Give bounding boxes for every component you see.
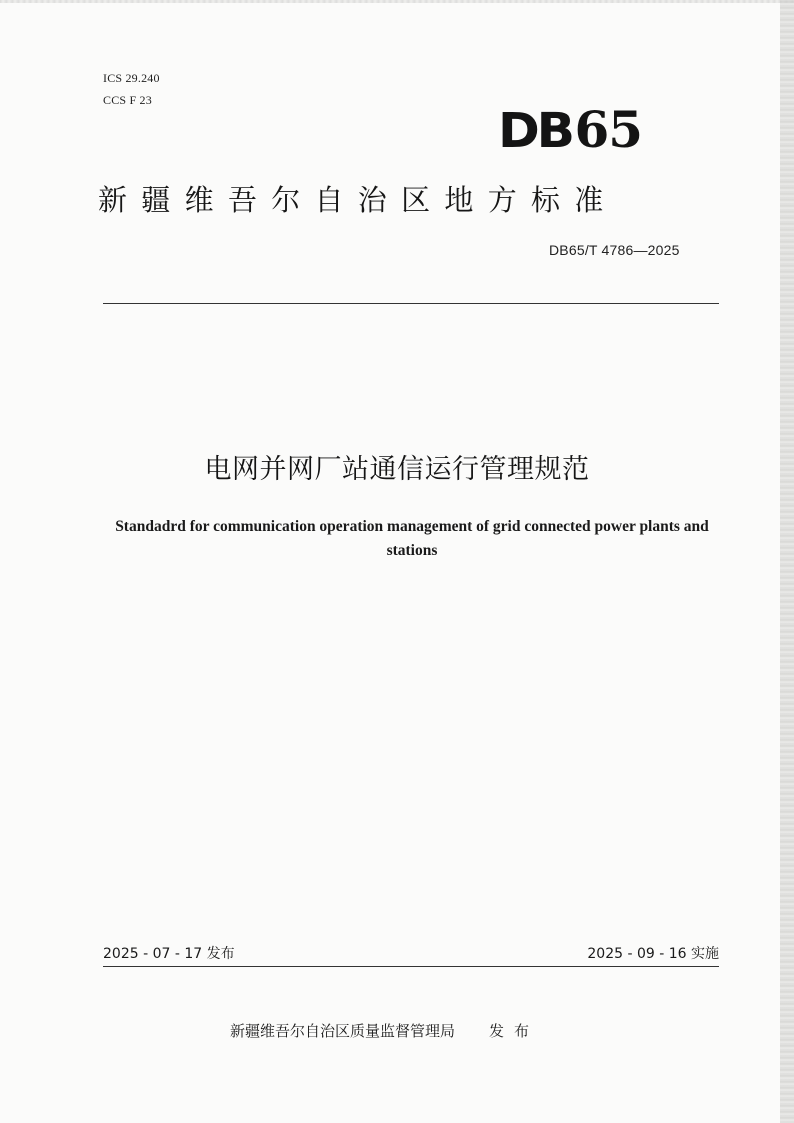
logo-db-text: DB [498,103,572,159]
ics-code: ICS 29.240 [103,71,160,85]
date-row [103,943,719,965]
top-divider [103,303,719,304]
scan-edge-right [780,0,794,1123]
english-title: Standadrd for communication operation management of grid connected power plants and stations [115,518,709,559]
bottom-divider [103,966,719,967]
db65-logo [498,100,668,159]
scan-edge-top [0,0,794,3]
logo-number-text: 65 [574,100,643,159]
ccs-code: CCS F 23 [103,93,152,107]
chinese-title: 电网并网厂站通信运行管理规范 [204,454,590,485]
publisher-action: 发布 [489,1022,540,1040]
publisher-name: 新疆维吾尔自治区质量监督管理局 [230,1022,456,1040]
publisher-line [230,1019,539,1043]
standard-number: DB65/T 4786—2025 [549,242,680,258]
publish-date: 2025 - 07 - 17 发布 [103,946,235,962]
agency-title: 新疆维吾尔自治区地方标准 [98,183,618,217]
effective-date: 2025 - 09 - 16 实施 [587,946,719,962]
